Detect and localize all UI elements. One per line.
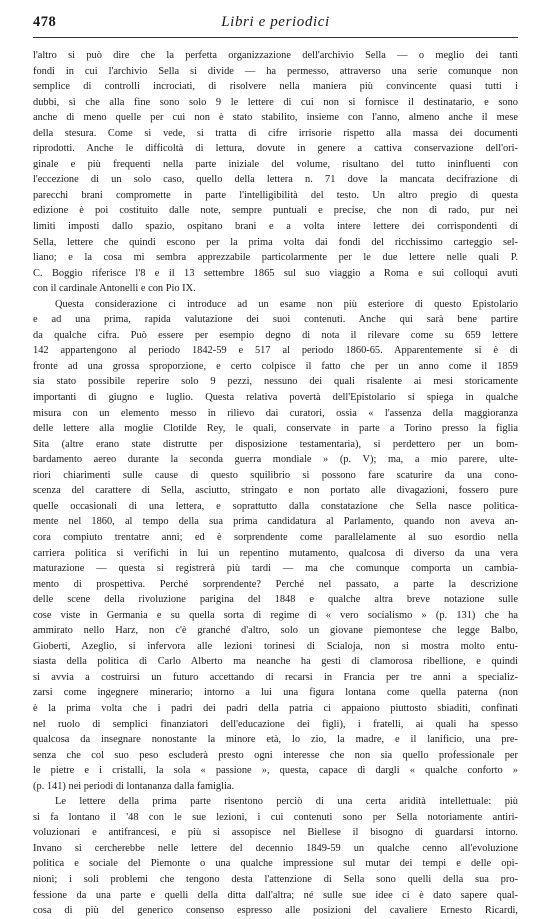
text-line: Le lettere della prima parte risentono perciò di una certa aridità intellettuale: più bbox=[55, 796, 518, 808]
text-line: parecchi brani compromette in parte l'intelligibilità del testo. Un altro pregio di questa bbox=[33, 189, 518, 201]
text-line: maturazione — questa si registrerà più tardi — ma che comunque comporta un cambia- bbox=[33, 563, 518, 575]
text-line: le pietre e i cristalli, la sola « passione », questa, capace di dargli « qualche conforto » bbox=[33, 765, 518, 777]
text-line: carriera politica si verifichi in lui un repentino mutamento, qualcosa di diverso da una vera bbox=[33, 547, 518, 559]
text-line: quelle occasionali di una lettera, e soprattutto dalla constatazione che Sella nasce politica- bbox=[33, 500, 518, 512]
text-line: anche di meno quelle per cui non è stato stabilito, insieme con l'anno, almeno anche il mese bbox=[33, 112, 518, 124]
text-line: mento di prospettiva. Perché sorprendente? Perché nel passato, a parte la descrizione bbox=[33, 578, 518, 590]
text-line: voluzionari e antifrancesi, e più si assopisce nel Biellese il bisogno di guardarsi intorno. bbox=[33, 827, 518, 839]
text-line: da qualche cifra. Può essere per esempio degno di nota il rilevare come su 659 lettere bbox=[33, 329, 518, 341]
text-line: bardamento aereo durante la seconda guerra mondiale » (p. V); ma, a mio parere, ulte- bbox=[33, 454, 518, 466]
text-line: fronte ad una grossa sproporzione, e certo colpisce il fatto che per un anno come il 1859 bbox=[33, 360, 518, 372]
body-text bbox=[33, 48, 518, 919]
text-line: scenza del carattere di Sella, asciutto, stringato e non portato alle divagazioni, fossero pure bbox=[33, 485, 518, 497]
header-rule bbox=[33, 37, 518, 38]
text-line: ammirato nello Harz, non c'è granché d'altro, solo un giovane piemontese che legge Balbo, bbox=[33, 625, 518, 637]
text-line: fessione da una parte e quelli della ditta dall'altra; né sulle sue idee ci è dato sapere qual- bbox=[33, 889, 518, 901]
text-line: delle lettere alla moglie Clotilde Rey, le quali, conservate in parte a Torino presso la figlia bbox=[33, 423, 518, 435]
text-line: Sella, lettere che quindi escono per la prima volta dai fondi del ricchissimo carteggio sel- bbox=[33, 236, 518, 248]
text-line: Sita (altre erano state distrutte per disposizione testamentaria), si perdettero per un bom- bbox=[33, 438, 518, 450]
text-line: si avvia a costruirsi un futuro accettando di recarsi in Francia per tre anni a specializ- bbox=[33, 671, 518, 683]
text-line: fondi in cui l'archivio Sella si divide — ha permesso, attraverso una serie comunque non bbox=[33, 65, 518, 77]
text-line: mente nel 1860, al tempo della sua prima candidatura al Parlamento, quando non aveva an- bbox=[33, 516, 518, 528]
text-line: Gioberti, Azeglio, si infervora alle lezioni torinesi di Scialoja, non si mostra molto entu- bbox=[33, 640, 518, 652]
paragraph-text bbox=[33, 297, 518, 795]
text-line: zarsi come ingegnere minerario; intorno a lui una figura lontana come quella paterna (non bbox=[33, 687, 518, 699]
text-line: senza che col suo peso escluderà presto ogni interesse che non sia quello professionale per bbox=[33, 749, 518, 761]
text-line: delle scene della rivoluzione parigina del 1848 e qualche altra breve notazione sulle bbox=[33, 594, 518, 606]
text-line: liano; e la cosa mi sembra apprezzabile particolarmente per le due lettere nelle quali P. bbox=[33, 252, 518, 264]
paragraph-3 bbox=[33, 794, 518, 918]
text-line: limiti imposti dallo spazio, ospitano brani e a volta intere lettere dei corrispondenti di bbox=[33, 221, 518, 233]
text-line: l'eccezione di un solo caso, quello della lettera n. 71 dove la mancata decifrazione di bbox=[33, 174, 518, 186]
text-line: siasta della politica di Carlo Alberto ma neanche ha gesti di clamorosa ribellione, e quindi bbox=[33, 656, 518, 668]
text-line: si fa lontano il '48 con le sue lezioni, i cui contenuti sono per Sella notoriamente antiri- bbox=[33, 811, 518, 823]
text-line: riori chiarimenti sulle cause di questo squilibrio si possono fare scaturire da una cono- bbox=[33, 469, 518, 481]
text-line: e ad una prima, rapida valutazione dei suoi contenuti. Anche qui sarà bene partire bbox=[33, 314, 518, 326]
text-line: è la prima volta che i padri dei padri della patria ci appaiono piuttosto sbiaditi, confinati bbox=[33, 702, 518, 714]
text-line: dubbi, sì che alla fine sono solo 9 le lettere di cui non si fornisce il destinatario, e sono bbox=[33, 96, 518, 108]
text-line: C. Boggio riferisce l'8 e il 13 settembre 1865 sul suo viaggio a Roma e sui colloqui avuti bbox=[33, 267, 518, 279]
text-line: della stesura. Come si vede, si tratta di cifre irrisorie rispetto alla massa dei documenti bbox=[33, 127, 518, 139]
text-line: Invano si cercherebbe nelle lettere del decennio 1849-59 un qualche cenno all'evoluzione bbox=[33, 842, 518, 854]
text-line: con il cardinale Antonelli e con Pio IX. bbox=[33, 283, 196, 295]
text-line: importanti di giugno e luglio. Questa relativa povertà dell'Epistolario si spiega in qualche bbox=[33, 392, 518, 404]
running-title: Libri e periodici bbox=[221, 14, 330, 30]
page-number: 478 bbox=[33, 14, 57, 30]
text-line: qualcosa da insegnare nonostante la minore età, lo zio, la madre, e il lanificio, una pre- bbox=[33, 734, 518, 746]
text-line: l'altro si può dire che la perfetta organizzazione dell'archivio Sella — o meglio dei tanti bbox=[33, 50, 518, 61]
text-line: sia stato possibile reperire solo 9 pezzi, nessuno dei quali risalente ai mesi storicamente bbox=[33, 376, 518, 388]
text-line: semplice di controlli incrociati, di risolvere nella maniera più convincente quasi tutti i bbox=[33, 81, 518, 93]
text-line: misura con un elemento messo in rilievo dai curatori, ossia « l'assenza della maggioranza bbox=[33, 407, 518, 419]
text-line: cose viste in Germania e su quella sorta di regime di « vero socialismo » (p. 131) che ha bbox=[33, 609, 518, 621]
paragraph-2 bbox=[33, 297, 518, 795]
paragraph-text bbox=[33, 794, 518, 918]
text-line: cosa di più del generico consenso espresso alle posizioni del cavaliere Ernesto Ricardi, bbox=[33, 905, 518, 917]
text-line: politica e sociale del Piemonte o una qualche impressione sul mutar dei tempi e delle opi- bbox=[33, 858, 518, 870]
text-line: nioni; i soli problemi che tengono desta l'attenzione di Sella sono quelli della sua pro- bbox=[33, 873, 518, 885]
text-line: cora compiuto trentatre anni; ed è sorprendente come parallelamente al suo esordio nella bbox=[33, 531, 518, 543]
paragraph-1 bbox=[33, 48, 518, 297]
text-line: ginale e più frequenti nella parte iniziale del volume, risultano del tutto ininfluenti con bbox=[33, 158, 518, 170]
text-line: edizione è poi costituito dalle note, sempre puntuali e precise, che non di rado, pur nei bbox=[33, 205, 518, 217]
text-line: nel ruolo di semplici finanziatori dell'educazione dei figli), i fratelli, ai quali ha spesso bbox=[33, 718, 518, 730]
text-line: Questa considerazione ci introduce ad un esame non più esteriore di questo Epistolario bbox=[55, 298, 518, 310]
text-line: (p. 141) nei periodi di lontananza dalla famiglia. bbox=[33, 780, 235, 792]
text-line: riprodotti. Anche le difficoltà di lettura, dovute in genere a cattiva conservazione dell'ori- bbox=[33, 143, 518, 155]
text-line: 142 appartengono al periodo 1842-59 e 517 al periodo 1860-65. Apparentemente si è di bbox=[33, 345, 518, 357]
paragraph-text bbox=[33, 48, 518, 297]
